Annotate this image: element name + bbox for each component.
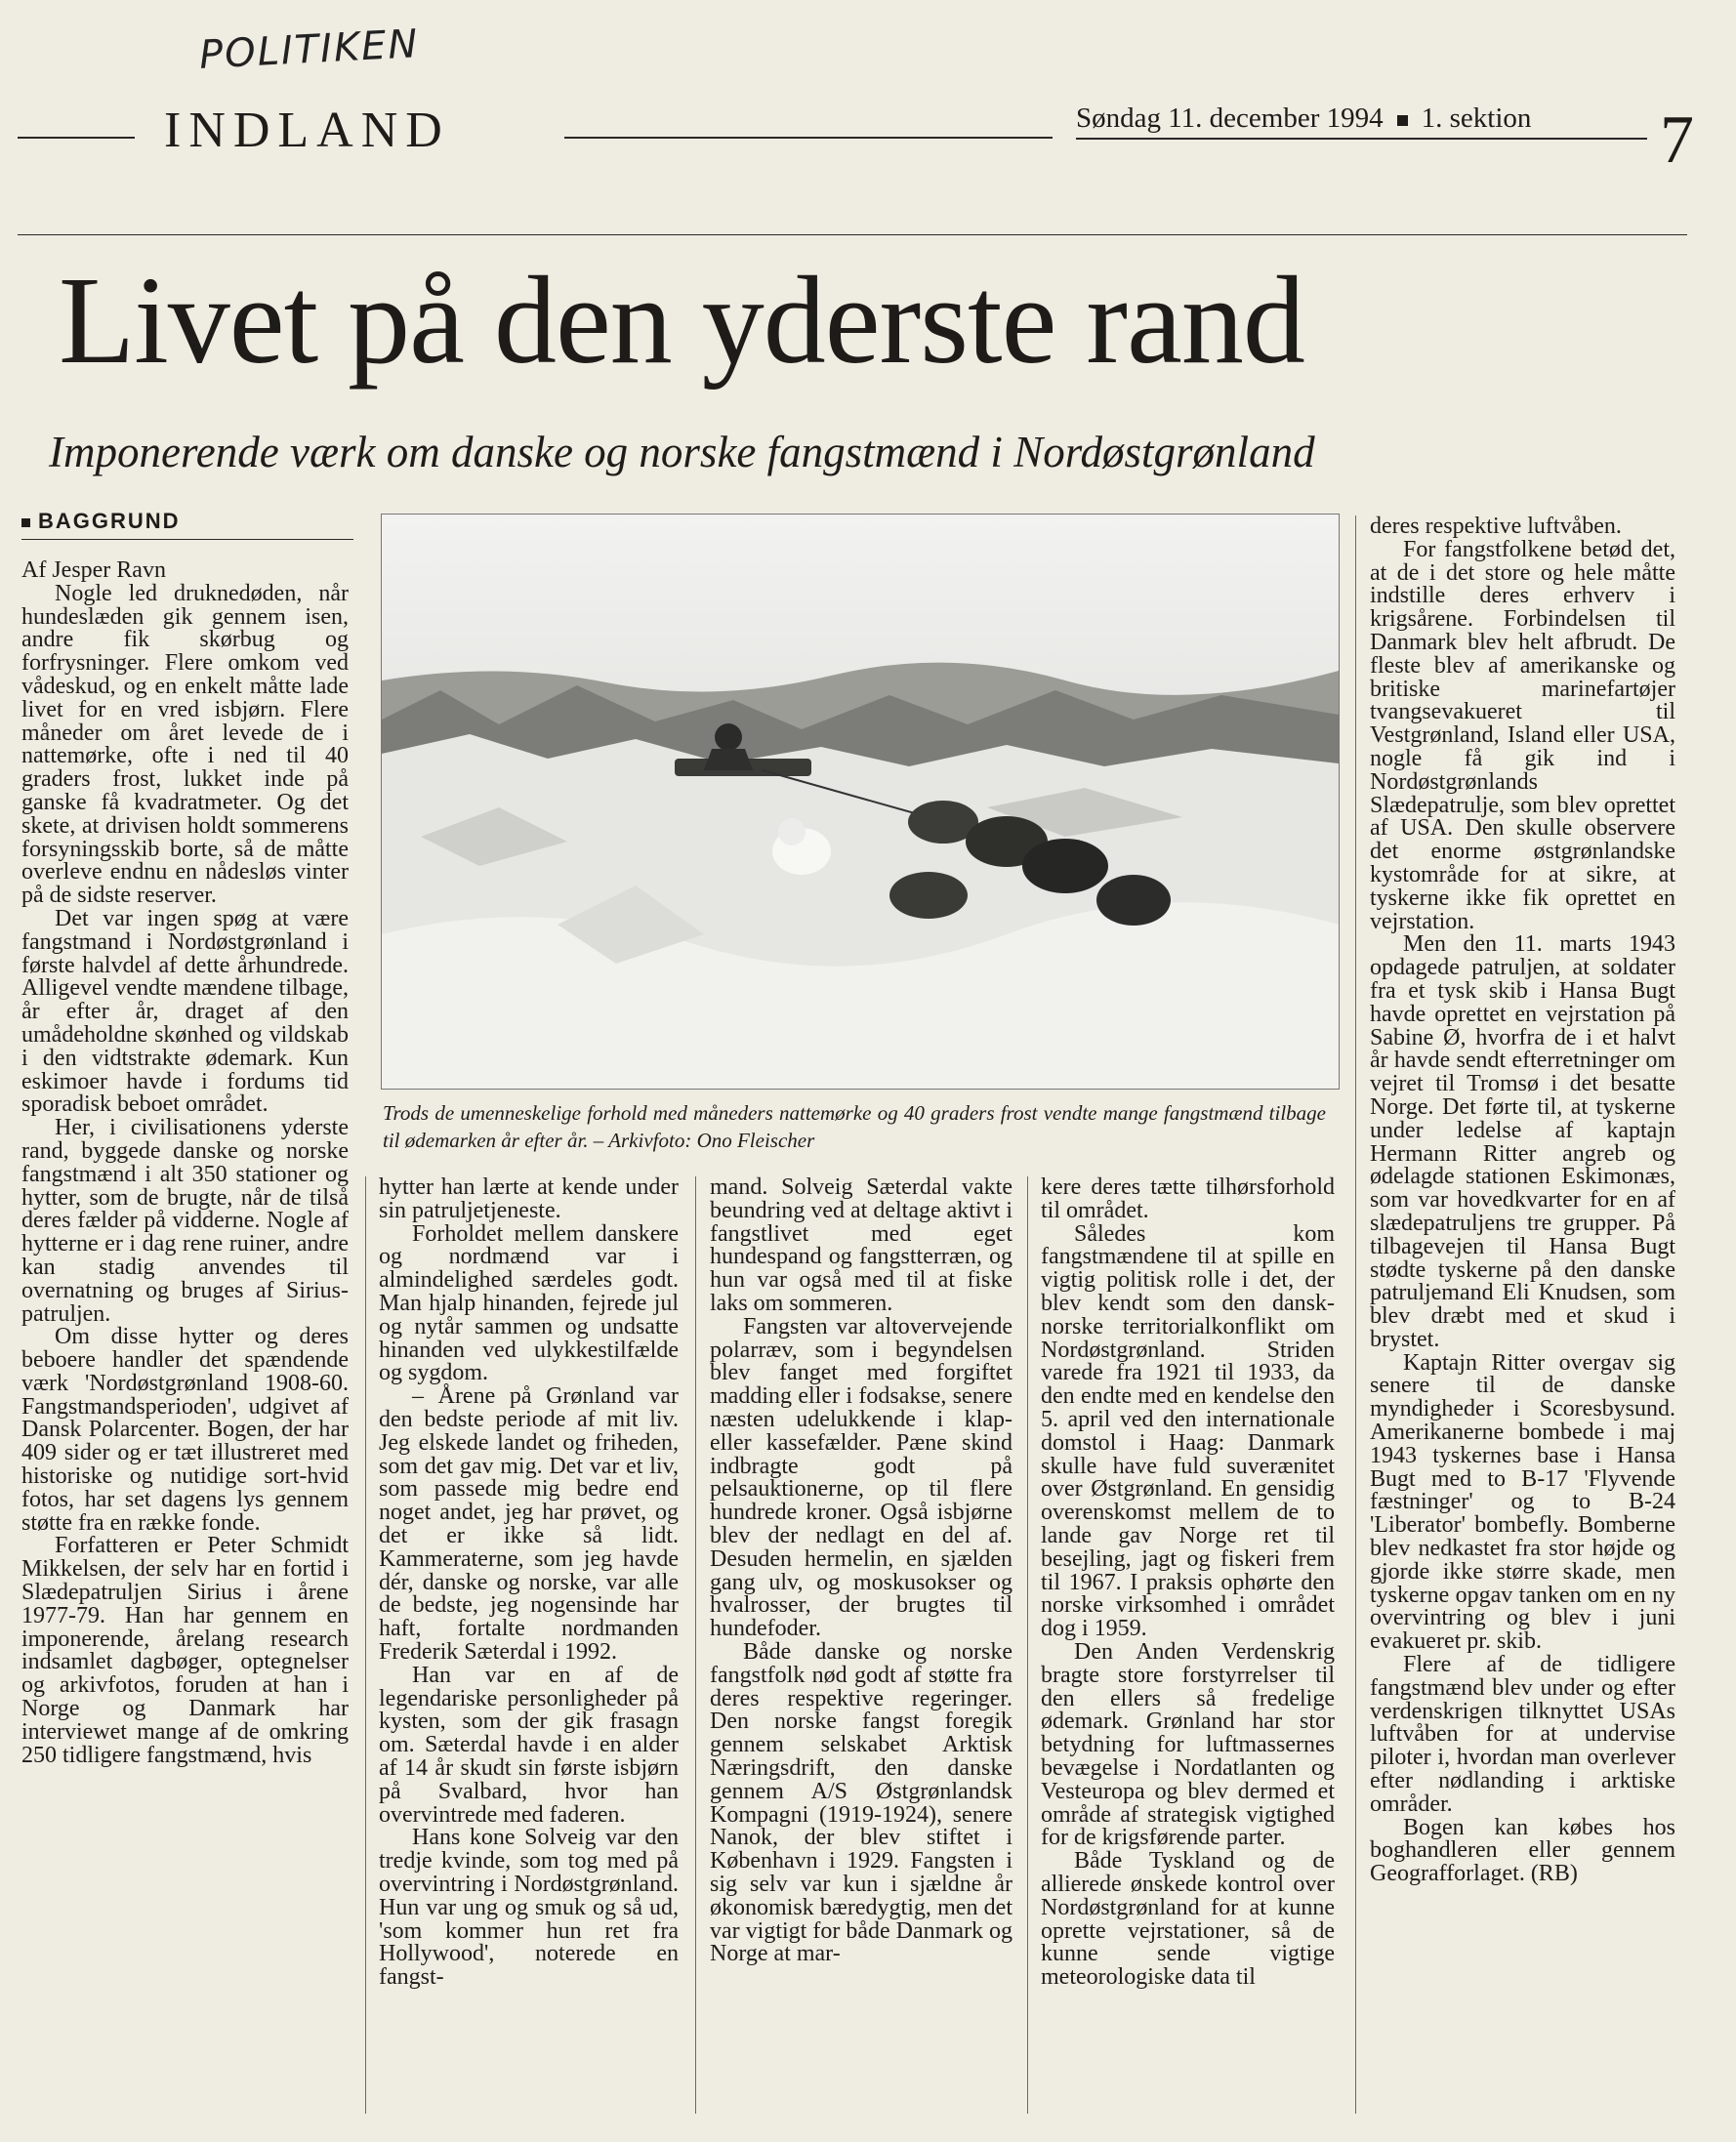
masthead-rule-right [1076,138,1647,140]
paragraph: Således kom fangstmændene til at spille en vigtig politisk rolle i det, der blev kendt som den dansk-norske territorialkonflikt om Nordøstgrønland. Striden varede fra 1921 til 1933, da den endte med en kendelse den 5. april ved den internationale domstol i Haag: Danmark skulle have fuld suverænitet over Østgrønland. En gensidig overenskomst mellem de to lande gav Norge ret til besejling, jagt og fiskeri frem til 1967. I praksis ophørte den norske virksomhed i området dog i 1959. [1041,1220,1335,1642]
photo-caption: Trods de umenneskelige forhold med måneders nattemørke og 40 graders frost vendte mange fangstmænd tilbage til ødemarken år efter år. – Arkivfoto: Ono Fleischer [383,1101,1326,1152]
headline: Livet på den yderste rand [59,251,1304,390]
page-number: 7 [1660,103,1694,178]
paragraph: hytter han lærte at kende under sin patruljetjeneste. [379,1174,679,1223]
paragraph: For fangstfolkene betød det, at de i det store og hele måtte indstille deres erhverv i krigsårene. Forbindelsen til Danmark blev helt afbrudt. De fleste blev af amerikanske og britiske marinefartøjer tvangsevakueret til Vestgrønland, Island eller USA, nogle få gik ind i Nordøstgrønlands Slædepatrulje, som blev oprettet af USA. Den skulle observere det enorme østgrønlandske kystområde for at sikre, at tyskerne ikke fik oprettet en vejrstation. [1370,536,1675,934]
paragraph: mand. Solveig Sæterdal vakte beundring ved at deltage aktivt i fangstlivet med eget hundespand og fangstterræn, og hun var også med til at fiske laks om sommeren. [710,1174,1013,1316]
paragraph: Men den 11. marts 1943 opdagede patruljen, at soldater fra et tysk skib i Hansa Bugt havde oprettet en vejrstation på Sabine Ø, hvorfra de i et halvt år havde sendt efterretninger om vejret til Tromsø i det besatte Norge. Det førte til, at tyskerne under ledelse af kaptajn Hermann Ritter angreb og ødelagde stationen Eskimonæs, som var hovedkvarter for en af slædepatruljens tre grupper. På tilbagevejen til Hansa Bugt stødte tyskerne på den danske patruljemand Eli Knudsen, som blev dræbt med et skud i brystet. [1370,931,1675,1352]
paragraph: Fangsten var altoverveјende polarræv, som i begyndelsen blev fanget med forgiftet madding eller i fodsakse, senere næsten udelukkende i klap- eller kassefælder. Pæne skind indbragte godt på pelsauktionerne, op til flere hundrede kroner. Også isbjørne blev der nedlagt en del af. Desuden hermelin, en sjælden gang ulv, og moskusokser og hvalrosser, der brugtes til hundefoder. [710,1313,1013,1642]
handwritten-note: POLITIKEN [197,21,421,78]
column-divider [1355,515,1356,2114]
dateline [1076,102,1531,135]
article-column-2 [379,1176,679,1990]
separator-square-icon [1397,115,1408,126]
paragraph: Både Tyskland og de allierede ønskede kontrol over Nordøstgrønland for at kunne oprette vejrstationer, så de kunne sende vigtige meteorologiske data til [1041,1848,1335,1991]
paragraph: Han var en af de legendariske personligheder på kysten, som der gik frasagn om. Sæterdal havde i en alder af 14 år skudt sin første isbjørn på Svalbard, hvor han overvintrede med faderen. [379,1662,679,1828]
section-part: 1. sektion [1421,103,1532,134]
paragraph: Forfatteren er Peter Schmidt Mikkelsen, der selv har en fortid i Slædepatruljen Sirius i årene 1977-79. Han har gennem en imponerende, årelang research indsamlet dagbøger, optegnelser og arkivfotos, foruden at han i Norge og Danmark har interviewet mange af de omkring 250 tidligere fangstmænd, hvis [21,1533,349,1768]
masthead-rule-left [18,137,135,139]
paragraph: Om disse hytter og deres beboere handler det spændende værk 'Nordøstgrønland 1908-60. Fangstmandsperioden', udgivet af Dansk Polarcenter. Bogen, der har 409 sider og er tæt illustreret med historiske og nutidige sort-hvid fotos, har set dagens lys gennem støtte fra en række fonde. [21,1324,349,1536]
article-top-rule [18,234,1687,235]
paragraph: Kaptajn Ritter overgav sig senere til de danske myndigheder i Scoresbysund. Amerikanerne bombede i maj 1943 tyskernes base i Hansa Bugt med to B-17 'Flyvende fæstninger' og to B-24 'Liberator' bombefly. Bomberne blev nedkastet fra stor højde og gjorde ikke større skade, men tyskerne opgav tanken om en ny overvintring og blev i juni evakueret pr. skib. [1370,1349,1675,1655]
paragraph: Her, i civilisationens yderste rand, byggede danske og norske fangstmænd i alt 350 stationer og hytter, som de brugte, når de tilså deres fælder på vidderne. Nogle af hytterne er i dag rene ruiner, andre kan stadig anvendes til overnatning og bruges af Sirius-patruljen. [21,1115,349,1327]
masthead-rule-middle [564,137,1053,139]
article-column-5 [1370,515,1675,1886]
kicker-square-icon [21,518,30,527]
article-column-4 [1041,1176,1335,1990]
paragraph: deres respektive luftvåben. [1370,514,1622,539]
column-divider [1027,1176,1028,2114]
section-name: INDLAND [164,103,450,158]
column-divider [365,1176,366,2114]
paragraph: Hans kone Solveig var den tredje kvinde, som tog med på overvintring i Nordøstgrønland. Hun var ung og smuk og så ud, 'som kommer hun ret fra Hollywood', noterede en fangst- [379,1825,679,1991]
paragraph: Den Anden Verdenskrig bragte store forstyrrelser til den ellers så fredelige ødemark. Grønland har stor betydning for luftmassernes bevægelse i Nordatlanten og Vesteuropa og blev dermed et område af strategisk vigtighed for de krigsførende parter. [1041,1638,1335,1851]
byline: Af Jesper Ravn [21,557,166,583]
paragraph: – Årene på Grønland var den bedste periode af mit liv. Jeg elskede landet og friheden, som det gav mig. Det var et liv, som passede mig bedre end noget andet, jeg har prøvet, og det er ikke så lidt. Kammeraterne, som jeg havde dér, danske og norske, var alle de bedste, jeg nogensinde har haft, fortalte nordmanden Frederik Sæterdal i 1992. [379,1383,679,1665]
column-divider [695,1176,696,2114]
paragraph: Flere af de tidligere fangstmænd blev under og efter verdenskrigen tilknyttet USAs luftvåben for at undervise piloter i, hvordan man overlever efter nødlanding i arktiske områder. [1370,1652,1675,1817]
paragraph: Forholdet mellem danskere og nordmænd var i almindelighed særdeles godt. Man hjalp hinanden, fejrede jul og nytår sammen og undsatte hinanden ved ulykkestilfælde og sygdom. [379,1220,679,1386]
article-column-1 [21,559,349,1767]
kicker-rule [21,539,353,540]
paragraph: kere deres tætte tilhørsforhold til området. [1041,1174,1335,1223]
article-column-3 [710,1176,1013,1966]
paragraph: Nogle led druknedøden, når hundeslæden gik gennem isen, andre fik skørbug og forfrysninger. Flere omkom ved vådeskud, og en enkelt måtte lade livet for en vred isbjørn. Flere måneder om året levede de i nattemørke, ofte i ned til 40 graders frost, lukket inde på ganske få kvadratmeter. Og det skete, at drivisen holdt sommerens forsyningsskib borte, så de måtte overleve endnu en nådesløs vinter på de sidste reserver. [21,580,349,909]
kicker-text: BAGGRUND [38,509,181,533]
issue-date: Søndag 11. december 1994 [1076,103,1384,134]
article-photo [381,514,1340,1090]
paragraph: Både danske og norske fangstfolk nød godt af støtte fra deres respektive regeringer. Den norske fangst foregik gennem selskabet Arktisk Næringsdrift, den danske gennem A/S Østgrønlandsk Kompagni (1919-1924), senere Nanok, der blev stiftet i København i 1929. Fangsten i sig selv var kun i sjældne år økonomisk bæredygtig, men det var vigtigt for både Danmark og Norge at mar- [710,1638,1013,1967]
paragraph: Bogen kan købes hos boghandleren eller gennem Geografforlaget. (RB) [1370,1814,1675,1887]
subheadline: Imponerende værk om danske og norske fangstmænd i Nordøstgrønland [49,428,1315,476]
kicker-label [21,508,181,535]
paragraph: Det var ingen spøg at være fangstmand i Nordøstgrønland i første halvdel af dette århundrede. Alligevel vendte mændene tilbage, år efter år, draget af den umådeholdne skønhed og vildskab i den vidtstrakte ødemark. Kun eskimoer havde i fordums tid sporadisk beboet området. [21,905,349,1118]
arctic-sled-photo-icon [382,515,1339,1089]
